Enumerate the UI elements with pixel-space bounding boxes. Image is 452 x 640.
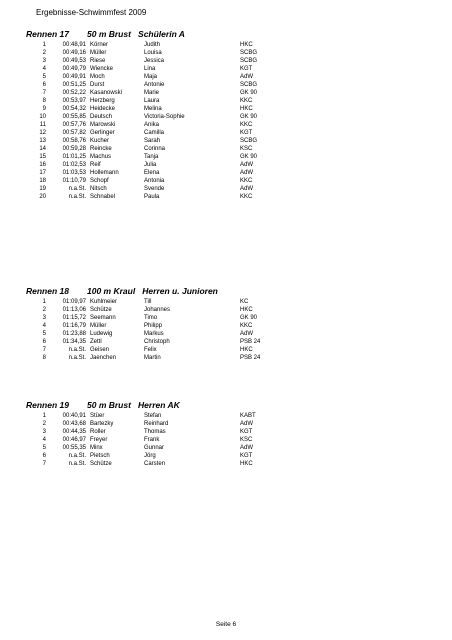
firstname-cell: Felix (144, 347, 157, 353)
lastname-cell: Deutsch (90, 114, 113, 120)
lastname-cell: Schnabel (90, 194, 116, 200)
firstname-cell: Melina (144, 106, 162, 112)
lastname-cell: Schopf (90, 178, 109, 184)
club-cell: HKC (240, 347, 253, 353)
place-cell: 20 (39, 194, 46, 200)
firstname-cell: Maja (144, 74, 158, 80)
lastname-cell: Müller (90, 323, 107, 329)
place-cell: 1 (42, 42, 46, 48)
table-row (26, 89, 280, 97)
table-row (26, 121, 280, 129)
table-row (26, 153, 280, 161)
table-row (26, 81, 280, 89)
club-cell: SCBG (240, 82, 258, 88)
club-cell: KKC (240, 194, 253, 200)
firstname-cell: Anika (144, 122, 160, 128)
table-row (26, 193, 280, 201)
firstname-cell: Reinhard (144, 421, 169, 427)
firstname-cell: Frank (144, 437, 160, 443)
lastname-cell: Geisen (90, 347, 110, 353)
lastname-cell: Roller (90, 429, 106, 435)
club-cell: AdW (240, 331, 254, 337)
lastname-cell: Bartezky (90, 421, 114, 427)
lastname-cell: Wiencke (90, 66, 114, 72)
club-cell: AdW (240, 74, 254, 80)
table-row (26, 314, 280, 322)
time-cell: 01:16,79 (62, 323, 86, 329)
club-cell: KKC (240, 323, 253, 329)
table-row (26, 412, 280, 420)
place-cell: 11 (39, 122, 46, 128)
time-cell: 00:48,91 (62, 42, 86, 48)
firstname-cell: Camilla (144, 130, 165, 136)
club-cell: KSC (240, 437, 253, 443)
club-cell: GK 90 (240, 154, 258, 160)
place-cell: 5 (42, 331, 46, 337)
lastname-cell: Gerlinger (90, 130, 115, 136)
lastname-cell: Kasanowski (90, 90, 123, 96)
club-cell: KABT (240, 413, 256, 419)
club-cell: AdW (240, 162, 254, 168)
club-cell: GK 90 (240, 114, 258, 120)
table-row (26, 137, 280, 145)
table-row (26, 73, 280, 81)
firstname-cell: Antonia (144, 178, 165, 184)
firstname-cell: Jörg (144, 453, 156, 459)
club-cell: KGT (240, 130, 253, 136)
club-cell: GK 90 (240, 90, 258, 96)
place-cell: 9 (42, 106, 46, 112)
table-row (26, 129, 280, 137)
club-cell: HKC (240, 106, 253, 112)
time-cell: 00:52,22 (62, 90, 86, 96)
time-cell: 00:40,91 (62, 413, 86, 419)
place-cell: 6 (42, 82, 46, 88)
time-cell: n.a.St. (68, 194, 86, 200)
firstname-cell: Victoria-Sophie (144, 114, 185, 120)
time-cell: 00:58,76 (62, 138, 86, 144)
table-row (26, 330, 280, 338)
firstname-cell: Timo (144, 315, 158, 321)
lastname-cell: Herzberg (90, 98, 115, 104)
time-cell: 00:51,25 (62, 82, 86, 88)
place-cell: 3 (42, 58, 46, 64)
lastname-cell: Müller (90, 50, 107, 56)
lastname-cell: Machus (90, 154, 112, 160)
firstname-cell: Sarah (144, 138, 161, 144)
time-cell: 01:13,06 (62, 307, 86, 313)
results-table (26, 41, 280, 201)
firstname-cell: Corinna (144, 146, 166, 152)
time-cell: n.a.St. (68, 461, 86, 467)
firstname-cell: Carsten (144, 461, 166, 467)
time-cell: 00:46,97 (62, 437, 86, 443)
club-cell: KGT (240, 66, 253, 72)
club-cell: HKC (240, 307, 253, 313)
firstname-cell: Louisa (144, 50, 162, 56)
firstname-cell: Judith (144, 42, 161, 48)
place-cell: 5 (42, 445, 46, 451)
race-category: Herren AK (138, 400, 180, 410)
race-section-19 (26, 400, 280, 468)
race-title (26, 400, 280, 412)
place-cell: 6 (42, 339, 46, 345)
table-row (26, 185, 280, 193)
race-discipline: 50 m Brust (87, 29, 131, 39)
firstname-cell: Markus (144, 331, 164, 337)
club-cell: KKC (240, 98, 253, 104)
race-discipline: 100 m Kraul (87, 286, 136, 296)
race-section-18 (26, 286, 280, 362)
club-cell: KSC (240, 146, 253, 152)
firstname-cell: Philipp (144, 323, 163, 329)
place-cell: 18 (39, 178, 46, 184)
race-category: Herren u. Junioren (142, 286, 218, 296)
time-cell: 01:01,25 (62, 154, 86, 160)
time-cell: n.a.St. (68, 186, 86, 192)
time-cell: 00:49,53 (62, 58, 86, 64)
firstname-cell: Jessica (144, 58, 165, 64)
time-cell: 01:09,97 (62, 299, 86, 305)
time-cell: 00:43,68 (62, 421, 86, 427)
race-title (26, 286, 280, 298)
place-cell: 4 (42, 66, 46, 72)
club-cell: AdW (240, 186, 254, 192)
lastname-cell: Riese (90, 58, 106, 64)
club-cell: PSB 24 (240, 355, 261, 361)
lastname-cell: Zettl (90, 339, 102, 345)
time-cell: 00:55,35 (62, 445, 86, 451)
club-cell: KKC (240, 122, 253, 128)
place-cell: 10 (39, 114, 46, 120)
time-cell: 00:49,91 (62, 74, 86, 80)
firstname-cell: Johannes (144, 307, 171, 313)
firstname-cell: Laura (144, 98, 160, 104)
time-cell: 00:49,16 (62, 50, 86, 56)
lastname-cell: Pietsch (90, 453, 110, 459)
firstname-cell: Svende (144, 186, 165, 192)
race-title (26, 29, 280, 41)
lastname-cell: Schütze (90, 307, 112, 313)
place-cell: 13 (39, 138, 46, 144)
table-row (26, 97, 280, 105)
lastname-cell: Freyer (90, 437, 108, 443)
table-row (26, 322, 280, 330)
place-cell: 7 (42, 90, 46, 96)
club-cell: AdW (240, 421, 254, 427)
table-row (26, 428, 280, 436)
place-cell: 2 (42, 421, 46, 427)
race-section-17 (26, 29, 280, 201)
table-row (26, 177, 280, 185)
table-row (26, 65, 280, 73)
place-cell: 19 (39, 186, 46, 192)
lastname-cell: Ludewig (90, 331, 113, 337)
lastname-cell: Körner (90, 42, 109, 48)
time-cell: 00:57,76 (62, 122, 86, 128)
table-row (26, 161, 280, 169)
time-cell: 00:44,35 (62, 429, 86, 435)
firstname-cell: Till (144, 299, 152, 305)
lastname-cell: Moch (90, 74, 105, 80)
table-row (26, 145, 280, 153)
place-cell: 8 (42, 98, 46, 104)
lastname-cell: Seemann (90, 315, 116, 321)
club-cell: AdW (240, 445, 254, 451)
place-cell: 3 (42, 315, 46, 321)
place-cell: 3 (42, 429, 46, 435)
place-cell: 12 (39, 130, 46, 136)
lastname-cell: Kuhlmeier (90, 299, 118, 305)
club-cell: KC (240, 299, 249, 305)
club-cell: KGT (240, 429, 253, 435)
firstname-cell: Paula (144, 194, 160, 200)
club-cell: KGT (240, 453, 253, 459)
race-number: Rennen 17 (26, 29, 69, 39)
place-cell: 5 (42, 74, 46, 80)
table-row (26, 306, 280, 314)
race-number: Rennen 19 (26, 400, 69, 410)
time-cell: 01:02,53 (62, 162, 86, 168)
table-row (26, 444, 280, 452)
lastname-cell: Hollemann (90, 170, 119, 176)
lastname-cell: Reif (90, 162, 101, 168)
firstname-cell: Antonie (144, 82, 165, 88)
place-cell: 8 (42, 355, 46, 361)
table-row (26, 57, 280, 65)
firstname-cell: Christoph (144, 339, 170, 345)
time-cell: n.a.St. (68, 453, 86, 459)
place-cell: 2 (42, 307, 46, 313)
time-cell: 01:15,72 (62, 315, 86, 321)
table-row (26, 49, 280, 57)
firstname-cell: Julia (144, 162, 157, 168)
firstname-cell: Thomas (144, 429, 166, 435)
table-row (26, 169, 280, 177)
race-discipline: 50 m Brust (87, 400, 131, 410)
table-row (26, 436, 280, 444)
time-cell: 01:34,35 (62, 339, 86, 345)
club-cell: GK 90 (240, 315, 258, 321)
time-cell: 00:54,32 (62, 106, 86, 112)
race-number: Rennen 18 (26, 286, 69, 296)
place-cell: 4 (42, 323, 46, 329)
club-cell: HKC (240, 42, 253, 48)
time-cell: 00:53,97 (62, 98, 86, 104)
race-category: Schülerin A (138, 29, 185, 39)
place-cell: 7 (42, 461, 46, 467)
lastname-cell: Reincke (90, 146, 112, 152)
time-cell: 01:10,79 (62, 178, 86, 184)
place-cell: 16 (39, 162, 46, 168)
time-cell: 00:59,28 (62, 146, 86, 152)
table-row (26, 354, 280, 362)
firstname-cell: Martin (144, 355, 161, 361)
place-cell: 1 (42, 413, 46, 419)
place-cell: 2 (42, 50, 46, 56)
club-cell: SCBG (240, 138, 258, 144)
page-number: Seite 6 (215, 621, 237, 628)
lastname-cell: Stüer (90, 413, 105, 419)
lastname-cell: Nitsch (90, 186, 107, 192)
document-header: Ergebnisse-Schwimmfest 2009 (36, 8, 147, 17)
lastname-cell: Jaenchen (90, 355, 117, 361)
time-cell: n.a.St. (68, 355, 86, 361)
firstname-cell: Marie (144, 90, 160, 96)
table-row (26, 420, 280, 428)
time-cell: 00:49,79 (62, 66, 86, 72)
table-row (26, 298, 280, 306)
table-row (26, 346, 280, 354)
table-row (26, 41, 280, 49)
time-cell: 00:55,85 (62, 114, 86, 120)
table-row (26, 338, 280, 346)
lastname-cell: Durst (90, 82, 105, 88)
lastname-cell: Minx (90, 445, 103, 451)
club-cell: SCBG (240, 58, 258, 64)
firstname-cell: Stefan (144, 413, 162, 419)
firstname-cell: Tanja (144, 154, 159, 160)
club-cell: KKC (240, 178, 253, 184)
time-cell: 00:57,82 (62, 130, 86, 136)
time-cell: n.a.St. (68, 347, 86, 353)
place-cell: 14 (39, 146, 46, 152)
place-cell: 15 (39, 154, 46, 160)
place-cell: 17 (39, 170, 46, 176)
club-cell: SCBG (240, 50, 258, 56)
place-cell: 4 (42, 437, 46, 443)
club-cell: AdW (240, 170, 254, 176)
lastname-cell: Heidecke (90, 106, 116, 112)
table-row (26, 460, 280, 468)
lastname-cell: Kucher (90, 138, 110, 144)
table-row (26, 452, 280, 460)
table-row (26, 105, 280, 113)
place-cell: 1 (42, 299, 46, 305)
club-cell: HKC (240, 461, 253, 467)
results-table (26, 298, 280, 362)
time-cell: 01:03,53 (62, 170, 86, 176)
club-cell: PSB 24 (240, 339, 261, 345)
table-row (26, 113, 280, 121)
firstname-cell: Lina (144, 66, 156, 72)
results-table (26, 412, 280, 468)
lastname-cell: Schütze (90, 461, 112, 467)
lastname-cell: Marowski (90, 122, 116, 128)
firstname-cell: Elena (144, 170, 160, 176)
place-cell: 7 (42, 347, 46, 353)
firstname-cell: Gunnar (144, 445, 165, 451)
place-cell: 6 (42, 453, 46, 459)
time-cell: 01:23,88 (62, 331, 86, 337)
